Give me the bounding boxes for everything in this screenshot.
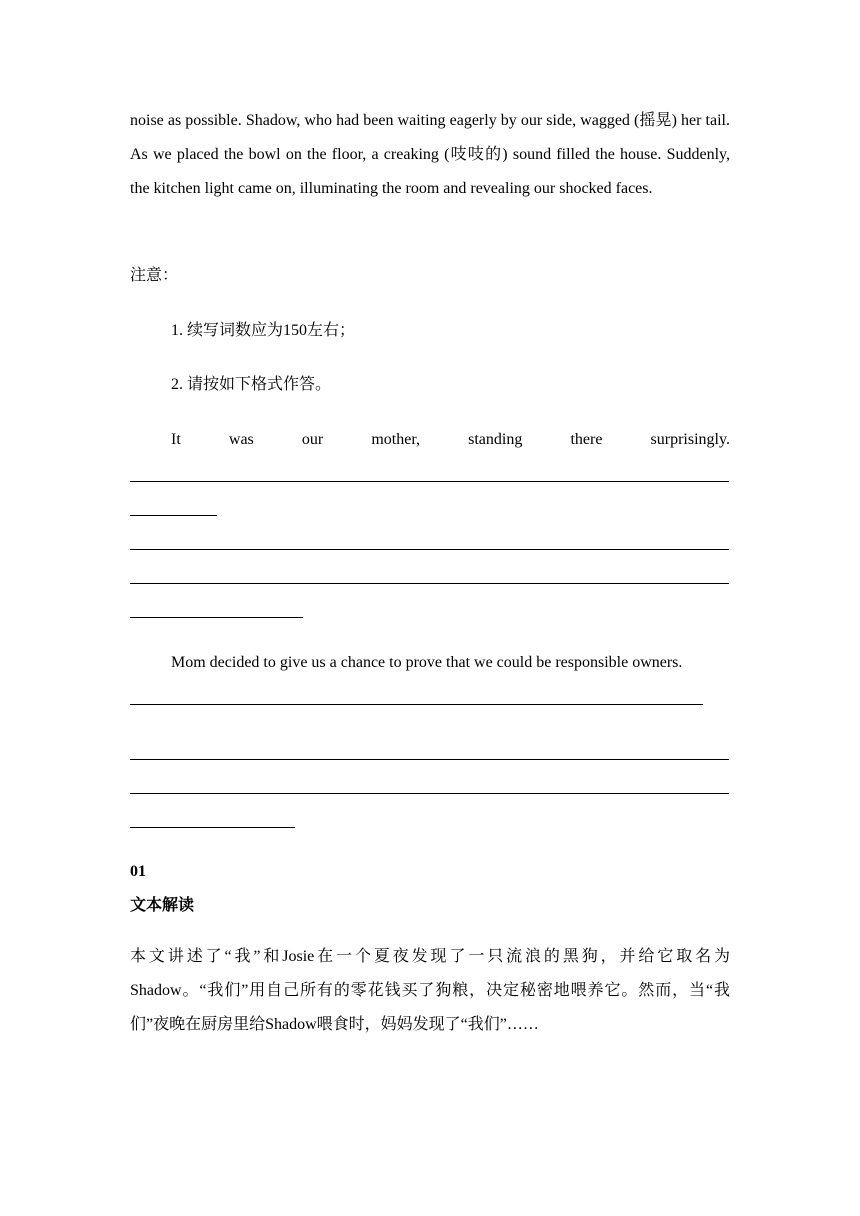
prompt1-word: standing xyxy=(468,431,523,448)
prompt1-word: It xyxy=(171,431,181,448)
prompt1-word: there xyxy=(570,431,603,448)
prompt-sentence-1 xyxy=(171,430,730,450)
answer-line xyxy=(130,759,729,760)
notes-heading: 注意： xyxy=(130,267,179,284)
note-item-2: 2. 请按如下格式作答。 xyxy=(171,376,332,393)
prompt1-word: mother, xyxy=(371,431,421,448)
answer-line xyxy=(130,583,729,584)
prompt1-word: was xyxy=(228,431,254,448)
prompt1-word: our xyxy=(301,431,324,448)
answer-line xyxy=(130,515,217,516)
summary-paragraph: 本文讲述了“我”和Josie在一个夏夜发现了一只流浪的黑狗，并给它取名为Shadow。“我们”用自己所有的零花钱买了狗粮，决定秘密地喂养它。然而，当“我们”夜晚在厨房里给Shadow喂食时，妈妈发现了“我们”…… xyxy=(130,948,730,1033)
answer-line xyxy=(130,827,295,828)
answer-line xyxy=(130,793,729,794)
story-paragraph: noise as possible. Shadow, who had been waiting eagerly by our side, wagged (摇晃) her tail. As we placed the bowl on the floor, a creaking (吱吱的) sound filled the house. Suddenly, the kitchen light came on, illuminating the room and revealing our shocked faces. xyxy=(130,112,730,197)
answer-line xyxy=(130,704,703,705)
prompt1-word: surprisingly. xyxy=(650,431,730,448)
answer-line xyxy=(130,549,729,550)
section-title: 文本解读 xyxy=(130,897,195,914)
answer-line xyxy=(130,617,303,618)
section-number: 01 xyxy=(130,863,146,880)
answer-line xyxy=(130,481,729,482)
prompt-sentence-2: Mom decided to give us a chance to prove that we could be responsible owners. xyxy=(171,654,683,671)
note-item-1: 1. 续写词数应为150左右； xyxy=(171,322,356,339)
